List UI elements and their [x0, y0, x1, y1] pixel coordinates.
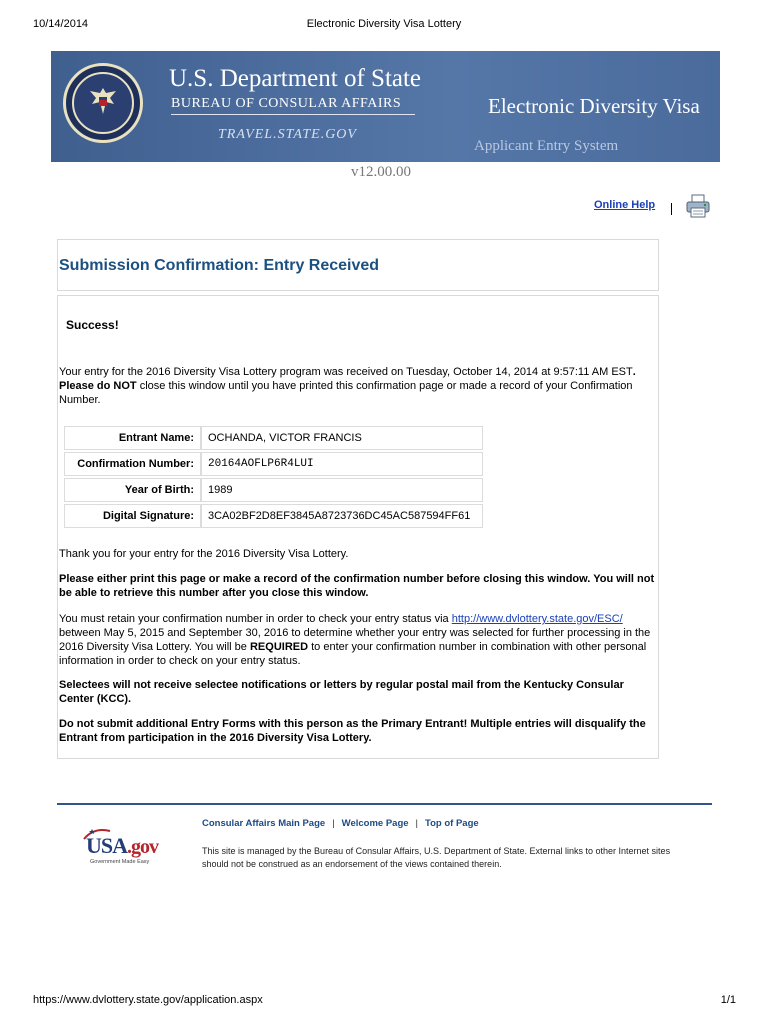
entry-details-table: [64, 424, 483, 530]
table-row: [64, 478, 483, 502]
thanks-text: Thank you for your entry for the 2016 Diversity Visa Lottery.: [59, 548, 349, 560]
multiple-entries-warning: Do not submit additional Entry Forms with this person as the Primary Entrant! Multiple entries will disqualify the Entrant from participation in the 2016 Diversity Visa Lottery.: [59, 718, 646, 744]
consular-affairs-link[interactable]: Consular Affairs Main Page: [202, 818, 326, 829]
digital-signature-value: 3CA02BF2D8EF3845A8723736DC45AC587594FF61: [201, 504, 483, 528]
footer-note: This site is managed by the Bureau of Consular Affairs, U.S. Department of State. External links to other Internet sites should not be construed as an endorsement of the views contained therein.: [202, 846, 671, 869]
print-url: https://www.dvlottery.state.gov/application.aspx: [33, 994, 263, 1006]
banner-divider: [171, 114, 415, 115]
top-of-page-link[interactable]: Top of Page: [425, 818, 479, 829]
printer-icon[interactable]: [685, 193, 711, 219]
system-subtitle: Applicant Entry System: [474, 138, 619, 154]
version-label: v12.00.00: [351, 164, 411, 180]
system-title: Electronic Diversity Visa: [488, 94, 700, 118]
department-title: U.S. Department of State: [169, 65, 422, 92]
year-of-birth-value: 1989: [201, 478, 483, 502]
footer-divider: [57, 803, 712, 805]
digital-signature-label: Digital Signature:: [64, 504, 201, 528]
page-title: Submission Confirmation: Entry Received: [59, 257, 380, 274]
page-number: 1/1: [720, 994, 736, 1006]
retain-text: You must retain your confirmation number in order to check your entry status via http://www.dvlottery.state.gov/ESC/ between May 5, 2015 and September 30, 2016 to determine whether your entry was selected for further processing in the 2016 Diversity Visa Lottery. You will be REQUIRED to enter your confirmation number in combination with other personal information in order to check on your entry status.: [59, 613, 651, 667]
logo-tagline: Government Made Easy: [90, 859, 150, 865]
table-row: [64, 504, 483, 528]
welcome-page-link[interactable]: Welcome Page: [341, 818, 409, 829]
toolbar-separator: [671, 203, 672, 215]
print-title: Electronic Diversity Visa Lottery: [306, 18, 462, 30]
site-name: TRAVEL.STATE.GOV: [218, 127, 357, 142]
site-banner: [51, 51, 720, 162]
table-row: [64, 426, 483, 450]
confirmation-number-value: 20164AOFLP6R4LUI: [201, 452, 483, 476]
entry-status-link[interactable]: http://www.dvlottery.state.gov/ESC/: [451, 613, 623, 625]
intro-text: Your entry for the 2016 Diversity Visa Lottery program was received on Tuesday, October 14, 2014 at 9:57:11 AM EST. Please do NOT close this window until you have printed this confirmation page or made a record of your Confirmation Number.: [59, 366, 636, 406]
department-seal-icon: [63, 63, 143, 143]
print-warning-text: Please either print this page or make a record of the confirmation number before closing this window. You will not be able to retrieve this number after you close this window.: [59, 573, 655, 599]
success-label: Success!: [66, 318, 119, 332]
bureau-title: BUREAU OF CONSULAR AFFAIRS: [171, 96, 402, 111]
entrant-name-label: Entrant Name:: [64, 426, 201, 450]
online-help-link[interactable]: Online Help: [594, 199, 656, 211]
logo-gov-text: .gov: [127, 836, 159, 858]
print-date: 10/14/2014: [33, 18, 89, 30]
confirmation-number-label: Confirmation Number:: [64, 452, 201, 476]
usagov-logo[interactable]: [80, 827, 180, 871]
entrant-name-value: OCHANDA, VICTOR FRANCIS: [201, 426, 483, 450]
logo-main-text: USA: [86, 833, 128, 858]
year-of-birth-label: Year of Birth:: [64, 478, 201, 502]
table-row: [64, 452, 483, 476]
selectees-notice: Selectees will not receive selectee notifications or letters by regular postal mail from the Kentucky Consular Center (KCC).: [59, 679, 624, 705]
footer-links: Consular Affairs Main Page | Welcome Page | Top of Page: [202, 818, 479, 829]
